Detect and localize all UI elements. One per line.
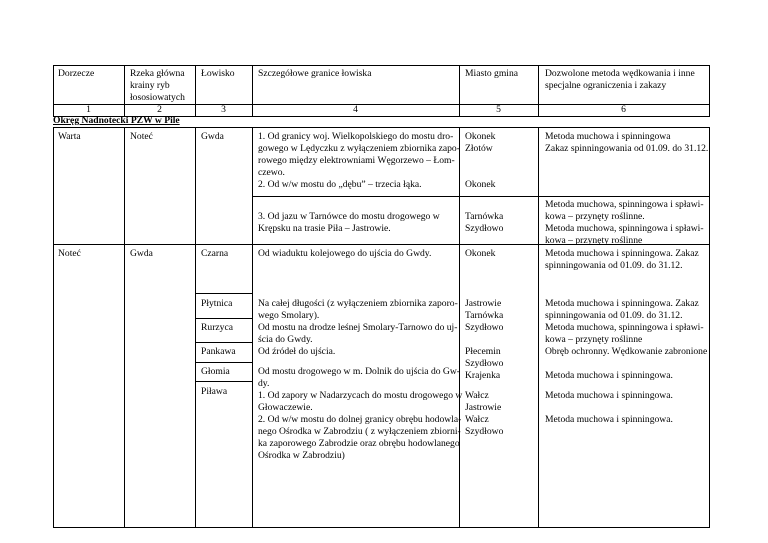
rule-left-lower bbox=[53, 127, 54, 528]
column-number-2: 2 bbox=[157, 104, 162, 115]
notec-granice-line: dy. bbox=[258, 378, 270, 389]
notec-metoda-line: Metoda muchowa i spinningowa. bbox=[545, 414, 673, 425]
gwda-miasto-line: Złotów bbox=[465, 143, 493, 154]
cell-rzeka-notec: Noteć bbox=[130, 131, 153, 142]
notec-miasto-line: Wałcz bbox=[465, 414, 489, 425]
notec-miasto-line: Wałcz bbox=[465, 390, 489, 401]
czarna-metoda-line: spinningowania od 01.09. do 31.12. bbox=[545, 260, 683, 271]
rule-right bbox=[709, 65, 710, 117]
czarna-lowisko: Czarna bbox=[201, 248, 229, 259]
notec-miasto-line: Szydłowo bbox=[465, 358, 504, 369]
rule-pankawa bbox=[195, 362, 252, 363]
gwda-miasto-line: Okonek bbox=[465, 179, 496, 190]
column-number-5: 5 bbox=[496, 104, 501, 115]
gwda-granice-line: gowego w Lędyczku z wyłączeniem zbiornika zapo- bbox=[258, 143, 460, 154]
header-rzeka-line3: łososiowatych bbox=[130, 92, 185, 103]
rule-col3-lower bbox=[195, 127, 196, 528]
gwda-granice-line: Krępsku na trasie Piła – Jastrowie. bbox=[258, 223, 391, 234]
notec-granice-line: Ośrodka w Zabrodziu) bbox=[258, 450, 345, 461]
header-dorzecze: Dorzecze bbox=[58, 68, 95, 79]
notec-miasto-line: Płecemin bbox=[465, 346, 501, 357]
notec-granice-line: Od mostu na drodze leśnej Smolary-Tarnowo do uj- bbox=[258, 322, 458, 333]
gwda-metoda-line: Zakaz spinningowania od 01.09. do 31.12. bbox=[545, 143, 709, 154]
notec-granice-line: ścia do Gwdy. bbox=[258, 334, 313, 345]
lowisko-pilawa: Piława bbox=[201, 386, 228, 397]
rule-rurzyca bbox=[195, 342, 252, 343]
gwda-metoda-line: Metoda muchowa, spinningowa i spławi- bbox=[545, 223, 704, 234]
notec-metoda-line: Obręb ochronny. Wędkowanie zabronione bbox=[545, 346, 708, 357]
column-number-6: 6 bbox=[621, 104, 626, 115]
notec-granice-line: 1. Od zapory w Nadarzycach do mostu drogowego w bbox=[258, 390, 463, 401]
rule-under-czarna bbox=[195, 293, 252, 294]
header-metoda-line2: specjalne ograniczenia i zakazy bbox=[545, 80, 667, 91]
notec-metoda-line: Metoda muchowa i spinningowa. Zakaz bbox=[545, 298, 699, 309]
header-lowisko: Łowisko bbox=[201, 68, 235, 79]
gwda-granice-line: czewo. bbox=[258, 167, 285, 178]
notec-metoda-line: spinningowania od 01.09. do 31.12. bbox=[545, 310, 683, 321]
cell-dorzecze-notec: Noteć bbox=[58, 248, 81, 259]
header-rzeka-line2: krainy ryb bbox=[130, 80, 170, 91]
column-number-4: 4 bbox=[353, 104, 358, 115]
notec-metoda-line: kowa – przynęty roślinne bbox=[545, 334, 643, 345]
gwda-metoda-line: Metoda muchowa i spinningowa bbox=[545, 131, 671, 142]
rule-col4-lower bbox=[252, 127, 253, 528]
rule-col5-lower bbox=[459, 127, 460, 528]
rule-top bbox=[53, 65, 710, 66]
rule-right-lower bbox=[709, 127, 710, 528]
lowisko-plytnica: Płytnica bbox=[201, 298, 233, 309]
czarna-miasto: Okonek bbox=[465, 248, 496, 259]
rule-col6-lower bbox=[538, 127, 539, 528]
notec-miasto-line: Szydłowo bbox=[465, 426, 504, 437]
rule-gwda-split bbox=[252, 196, 710, 197]
column-number-1: 1 bbox=[86, 104, 91, 115]
gwda-granice-line: 3. Od jazu w Tarnówce do mostu drogowego w bbox=[258, 211, 440, 222]
gwda-miasto-line: Szydłowo bbox=[465, 223, 504, 234]
gwda-metoda-line: kowa – przynęty roślinne. bbox=[545, 211, 645, 222]
notec-miasto-line: Tarnówka bbox=[465, 310, 504, 321]
gwda-miasto-line: Okonek bbox=[465, 131, 496, 142]
gwda-granice-line: rowego między elektrowniami Węgorzewo – Łom- bbox=[258, 155, 455, 166]
notec-miasto-line: Szydłowo bbox=[465, 322, 504, 333]
notec-granice-line: ka zaporowego Zabrodzie oraz obrębu hodowlanego bbox=[258, 438, 460, 449]
rule-col2-lower bbox=[124, 127, 125, 528]
notec-miasto-line: Jastrowie bbox=[465, 298, 502, 309]
header-metoda-line1: Dozwolone metoda wędkowania i inne bbox=[545, 68, 695, 79]
notec-metoda-line: Metoda muchowa i spinningowa. bbox=[545, 390, 673, 401]
notec-granice-line: Od źródeł do ujścia. bbox=[258, 346, 336, 357]
rule-plytnica bbox=[195, 318, 252, 319]
notec-metoda-line: Metoda muchowa, spinningowa i spławi- bbox=[545, 322, 704, 333]
notec-granice-line: wego Smolary). bbox=[258, 310, 320, 321]
gwda-miasto-line: Tarnówka bbox=[465, 211, 504, 222]
cell-dorzecze-warta: Warta bbox=[58, 131, 81, 142]
gwda-granice-line: 1. Od granicy woj. Wielkopolskiego do mostu dro- bbox=[258, 131, 454, 142]
gwda-metoda-line: Metoda muchowa, spinningowa i spławi- bbox=[545, 199, 704, 210]
notec-granice-line: Głowaczewie. bbox=[258, 402, 313, 413]
czarna-metoda-line: Metoda muchowa i spinningowa. Zakaz bbox=[545, 248, 699, 259]
czarna-granice: Od wiaduktu kolejowego do ujścia do Gwdy. bbox=[258, 248, 432, 259]
header-rzeka-line1: Rzeka główna bbox=[130, 68, 185, 79]
lowisko-rurzyca: Rurzyca bbox=[201, 322, 233, 333]
header-miasto: Miasto gmina bbox=[465, 68, 519, 79]
cell-lowisko-gwda: Gwda bbox=[201, 131, 224, 142]
lowisko-pankawa: Pankawa bbox=[201, 346, 236, 357]
notec-metoda-line: Metoda muchowa i spinningowa. bbox=[545, 370, 673, 381]
notec-granice-line: 2. Od w/w mostu do dolnej granicy obrębu hodowla- bbox=[258, 414, 462, 425]
notec-granice-line: Od mostu drogowego w m. Dolnik do ujścia do Gw- bbox=[258, 366, 460, 377]
notec-miasto-line: Krajenka bbox=[465, 370, 501, 381]
rule-glomia bbox=[195, 381, 252, 382]
section-title: Okręg Nadnotecki PZW w Pile bbox=[53, 115, 180, 126]
cell-rzeka-gwda: Gwda bbox=[130, 248, 153, 259]
gwda-metoda-line: kowa – przynęty roślinne bbox=[545, 235, 643, 246]
notec-granice-line: nego Ośrodka w Zabrodziu ( z wyłączeniem zbiorni- bbox=[258, 426, 461, 437]
header-granice: Szczegółowe granice łowiska bbox=[258, 68, 372, 79]
column-number-3: 3 bbox=[221, 104, 226, 115]
rule-bottom bbox=[53, 527, 710, 528]
gwda-granice-line: 2. Od w/w mostu do „dębu” – trzecia łąka. bbox=[258, 179, 422, 190]
notec-miasto-line: Jastrowie bbox=[465, 402, 502, 413]
lowisko-glomia: Głomia bbox=[201, 366, 230, 377]
notec-granice-line: Na całej długości (z wyłączeniem zbiornika zaporo- bbox=[258, 298, 458, 309]
